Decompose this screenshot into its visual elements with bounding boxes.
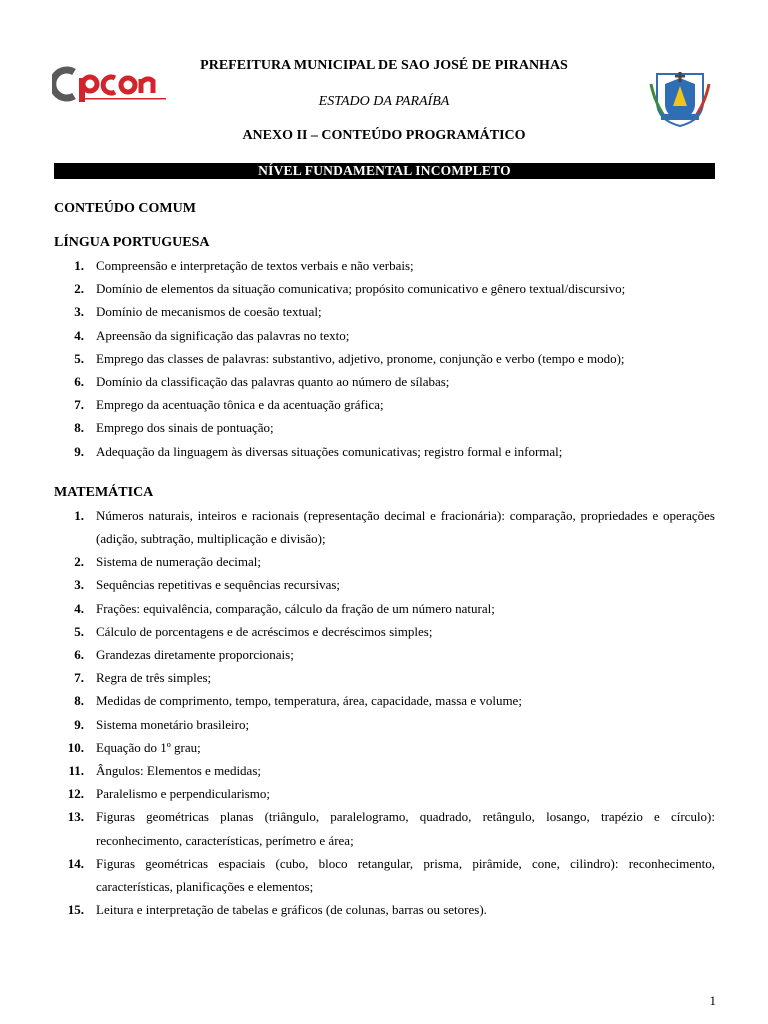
list-item [54,782,715,805]
item-text: Figuras geométricas espaciais (cubo, bloco retangular, prisma, pirâmide, cone, cilindro): reconhecimento, características, planificações e elementos; [96,855,715,895]
item-text: Emprego da acentuação tônica e da acentuação gráfica; [96,397,384,413]
item-number: 9. [74,716,84,732]
item-text: Equação do 1º grau; [96,739,201,755]
item-text: Grandezas diretamente proporcionais; [96,647,294,663]
list-item [54,347,715,370]
item-text: Números naturais, inteiros e racionais (representação decimal e fracionária): comparação, propriedades e operações (adição, subtração, multiplicação e divisão); [96,507,715,547]
level-banner: NÍVEL FUNDAMENTAL INCOMPLETO [54,163,715,179]
item-text: Cálculo de porcentagens e de acréscimos e decréscimos simples; [96,623,433,639]
document-title: PREFEITURA MUNICIPAL DE SAO JOSÉ DE PIRANHAS [200,58,568,73]
common-content-heading: CONTEÚDO COMUM [54,201,196,216]
list-item [54,666,715,689]
item-number: 11. [68,763,84,779]
list-item [54,689,715,712]
item-text: Adequação da linguagem às diversas situações comunicativas; registro formal e informal; [96,443,563,459]
list-item [54,504,715,550]
topic-list [54,254,715,463]
item-number: 10. [67,739,84,755]
list-item [54,898,715,921]
item-text: Domínio da classificação das palavras quanto ao número de sílabas; [96,374,450,390]
item-text: Sistema de numeração decimal; [96,554,261,570]
list-item [54,643,715,666]
item-text: Domínio de elementos da situação comunicativa; propósito comunicativo e gênero textual/discursivo; [96,281,626,297]
item-number: 5. [74,350,84,366]
list-item [54,440,715,463]
list-item [54,370,715,393]
item-text: Leitura e interpretação de tabelas e gráficos (de colunas, barras ou setores). [96,902,487,918]
item-number: 8. [74,420,84,436]
section-lingua-portuguesa [54,235,715,463]
item-number: 8. [74,693,84,709]
item-number: 4. [74,600,84,616]
item-number: 1. [74,258,84,273]
item-number: 13. [67,809,84,825]
item-text: Paralelismo e perpendicularismo; [96,786,271,802]
municipal-crest-icon [645,54,715,130]
section-title: MATEMÁTICA [54,484,154,500]
item-text: Sistema monetário brasileiro; [96,716,250,732]
item-number: 9. [74,443,84,459]
list-item [54,277,715,300]
item-text: Figuras geométricas planas (triângulo, paralelogramo, quadrado, retângulo, losango, trapézio e círculo): reconhecimento, características, perímetro e área; [96,809,715,848]
item-number: 6. [74,374,84,390]
list-item [54,736,715,759]
item-text: Domínio de mecanismos de coesão textual; [96,304,322,320]
item-text: Emprego dos sinais de pontuação; [96,420,274,436]
item-number: 14. [67,855,84,871]
section-matematica [54,485,715,922]
item-number: 6. [74,647,84,663]
sections-container [54,235,715,921]
section-title: LÍNGUA PORTUGUESA [54,235,210,250]
list-item [54,393,715,416]
item-number: 15. [67,902,84,918]
list-item [54,620,715,643]
item-number: 12. [67,786,84,802]
item-text: Regra de três simples; [96,670,212,686]
list-item [54,713,715,736]
item-number: 2. [74,281,84,297]
list-item [54,805,715,851]
item-number: 1. [74,507,84,523]
item-number: 7. [74,670,84,686]
item-text: Ângulos: Elementos e medidas; [96,763,262,779]
item-text: Emprego das classes de palavras: substantivo, adjetivo, pronome, conjunção e verbo (tempo e modo); [96,350,625,366]
list-item [54,300,715,323]
list-item [54,573,715,596]
item-number: 3. [74,577,84,593]
item-text: Apreensão da significação das palavras no texto; [96,327,350,343]
topic-list [54,504,715,922]
document-subtitle: ESTADO DA PARAÍBA [318,94,450,109]
page-number: 1 [709,993,716,1008]
list-item [54,254,715,277]
item-text: Compreensão e interpretação de textos verbais e não verbais; [96,258,414,273]
list-item [54,416,715,439]
list-item [54,759,715,782]
item-text: Frações: equivalência, comparação, cálculo da fração de um número natural; [96,600,495,616]
list-item [54,550,715,573]
item-number: 7. [74,397,84,413]
annex-title: ANEXO II – CONTEÚDO PROGRAMÁTICO [242,128,526,143]
item-text: Medidas de comprimento, tempo, temperatura, área, capacidade, massa e volume; [96,693,522,709]
list-item [54,324,715,347]
list-item [54,597,715,620]
item-number: 4. [74,327,84,343]
item-number: 5. [74,623,84,639]
item-number: 2. [74,554,84,570]
item-text: Sequências repetitivas e sequências recursivas; [96,577,341,593]
document-body [54,201,715,921]
list-item [54,852,715,898]
item-number: 3. [74,304,84,320]
